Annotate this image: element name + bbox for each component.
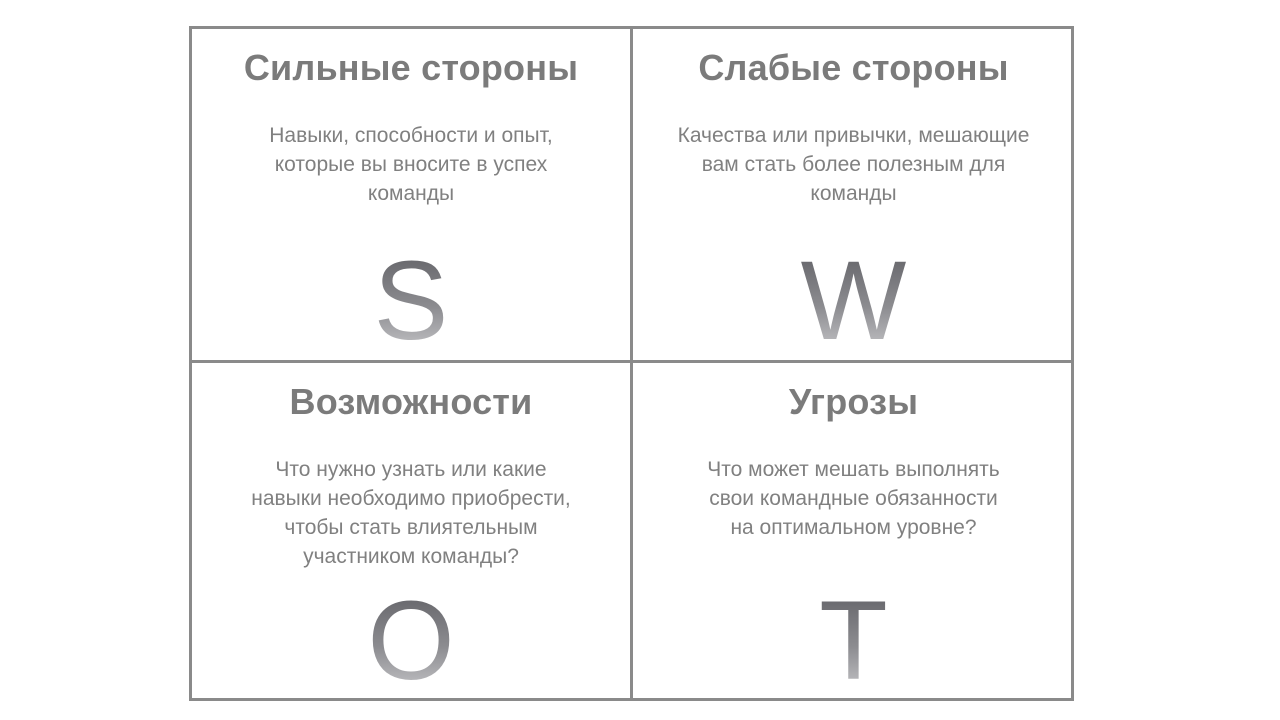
weaknesses-description bbox=[647, 121, 1060, 208]
opportunities-description-line: участником команды? bbox=[303, 545, 519, 568]
strengths-description-line: команды bbox=[367, 182, 455, 205]
opportunities-description-line: навыки необходимо приобрести, bbox=[251, 487, 571, 510]
threats-description bbox=[653, 455, 1054, 542]
strengths-letter: S bbox=[192, 245, 630, 357]
opportunities-letter: O bbox=[192, 585, 630, 697]
opportunities-description-line: чтобы стать влиятельным bbox=[284, 516, 538, 539]
threats-letter: T bbox=[633, 585, 1074, 697]
weaknesses-description-line: Качества или привычки, мешающие bbox=[677, 124, 1030, 147]
strengths-cell bbox=[192, 29, 633, 363]
weaknesses-description-line: команды bbox=[810, 182, 897, 205]
opportunities-title: Возможности bbox=[289, 381, 533, 422]
weaknesses-description-line: вам стать более полезным для bbox=[701, 153, 1006, 176]
opportunities-cell bbox=[192, 363, 633, 703]
weaknesses-title: Слабые стороны bbox=[698, 47, 1009, 88]
threats-description-line: Что может мешать выполнять bbox=[707, 458, 1000, 481]
strengths-description-line: Навыки, способности и опыт, bbox=[269, 124, 553, 147]
weaknesses-cell bbox=[633, 29, 1074, 363]
threats-description-line: на оптимальном уровне? bbox=[730, 516, 977, 539]
threats-cell bbox=[633, 363, 1074, 703]
threats-title: Угрозы bbox=[788, 381, 919, 422]
opportunities-description bbox=[212, 455, 610, 571]
swot-grid bbox=[189, 26, 1074, 701]
strengths-description bbox=[212, 121, 610, 208]
strengths-description-line: которые вы вносите в успех bbox=[274, 153, 548, 176]
strengths-title: Сильные стороны bbox=[243, 47, 579, 88]
weaknesses-letter: W bbox=[633, 245, 1074, 357]
opportunities-description-line: Что нужно узнать или какие bbox=[275, 458, 547, 481]
threats-description-line: свои командные обязанности bbox=[709, 487, 998, 510]
